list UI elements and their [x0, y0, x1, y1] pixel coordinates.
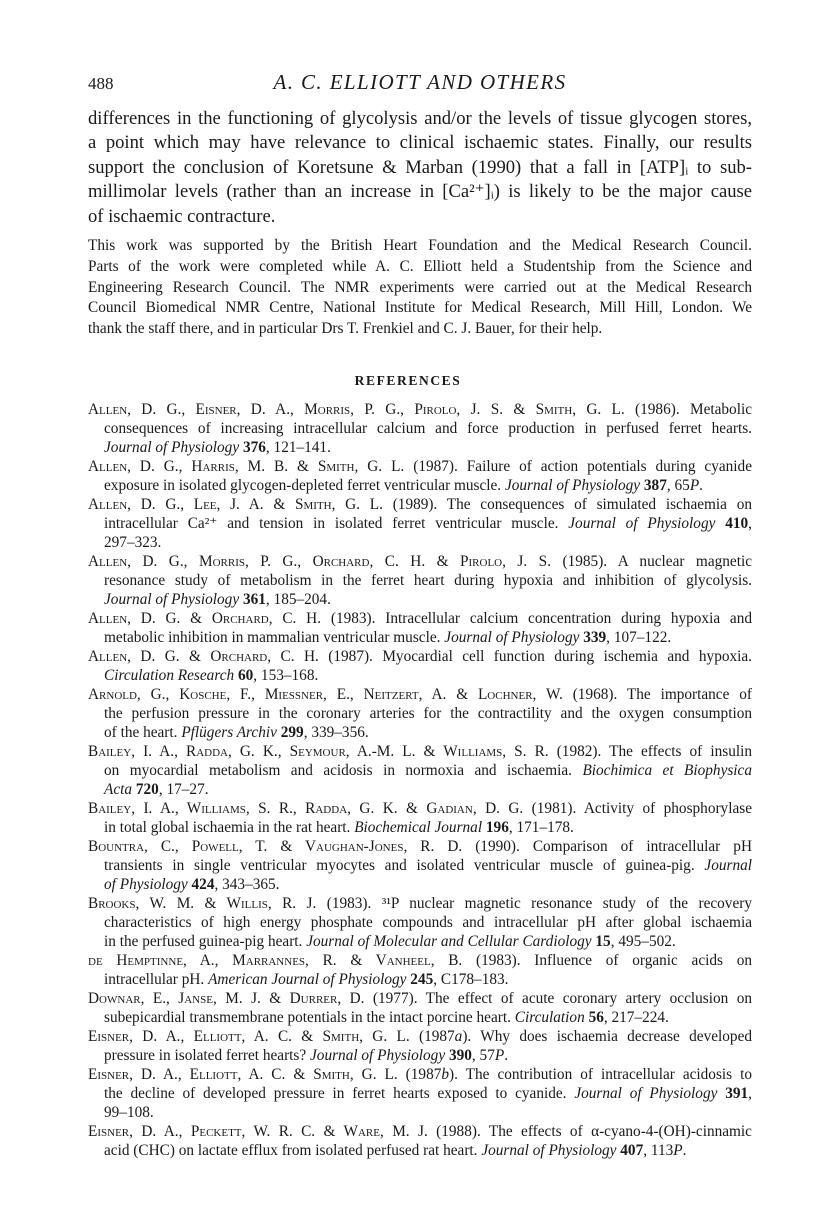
reference-line: [88, 457, 752, 476]
reference-text: 407: [620, 1142, 644, 1160]
references-heading: REFERENCES: [354, 373, 462, 388]
ack-line: Council Biomedical NMR Centre, National Institute for Medical Research, Mill Hill, London. We: [88, 299, 752, 317]
reference-text: , 343–365.: [214, 876, 280, 894]
reference-text: on myocardial metabolism and acidosis in normoxia and ischaemia.: [104, 762, 583, 780]
reference-text: Circulation Research: [104, 667, 235, 685]
reference-line: [88, 590, 752, 609]
acknowledgements-paragraph: [88, 236, 752, 340]
reference-line: [88, 989, 752, 1008]
reference-text: Journal of Physiology: [104, 439, 240, 457]
reference-line: [88, 533, 752, 552]
reference-text: intracellular pH.: [104, 971, 209, 989]
reference-line: [88, 628, 752, 647]
reference-line: [88, 1122, 752, 1141]
reference-line: [88, 932, 752, 951]
reference-text: (1987: [397, 1066, 442, 1083]
reference-text: consequences of increasing intracellular calcium and force production in perfused ferret hearts.: [104, 420, 752, 438]
reference-entry: [88, 400, 752, 457]
reference-line: [88, 799, 752, 818]
reference-text: (1983). ³¹P nuclear magnetic resonance study of the recovery: [316, 895, 752, 912]
page-number: 488: [88, 74, 114, 93]
reference-line: [88, 666, 752, 685]
reference-line: [88, 780, 752, 799]
reference-entry: [88, 1122, 752, 1160]
reference-text: , 171–178.: [508, 819, 574, 837]
reference-text: American Journal of Physiology: [208, 971, 407, 989]
reference-text: 376: [242, 439, 266, 457]
reference-line: [88, 1065, 752, 1084]
reference-line: [88, 609, 752, 628]
reference-entry: [88, 1065, 752, 1122]
reference-text: the perfusion pressure in the coronary arteries for the contractility and the oxygen consumption: [104, 705, 752, 723]
reference-text: Journal of Physiology: [444, 629, 580, 647]
reference-text: Journal: [704, 857, 752, 875]
reference-text: pressure in isolated ferret hearts?: [104, 1047, 310, 1065]
reference-line: [88, 514, 752, 533]
reference-text: Journal of Physiology: [104, 591, 240, 609]
reference-entry: [88, 457, 752, 495]
reference-text: ,: [748, 1085, 752, 1103]
reference-entry: [88, 989, 752, 1027]
reference-text: Biochimica et Biophysica: [582, 762, 752, 780]
reference-line: [88, 837, 752, 856]
reference-text: de Hemptinne, A., Marrannes, R. & Vanheel, B.: [88, 952, 463, 969]
reference-text: Downar, E., Janse, M. J. & Durrer, D.: [88, 990, 365, 1007]
reference-text: (1983). Intracellular calcium concentration during hypoxia and: [321, 610, 753, 627]
reference-line: [88, 1103, 752, 1122]
reference-text: resonance study of metabolism in the ferret heart during hypoxia and inhibition of glycolysis.: [104, 572, 752, 590]
reference-text: metabolic inhibition in mammalian ventricular muscle.: [104, 629, 445, 647]
reference-text: , 57: [471, 1047, 495, 1065]
reference-text: , 113: [643, 1142, 674, 1160]
reference-text: Allen, D. G. & Orchard, C. H.: [88, 648, 319, 665]
reference-line: [88, 647, 752, 666]
reference-text: Journal of Molecular and Cellular Cardiology: [306, 933, 592, 951]
ack-line: Parts of the work were completed while A. C. Elliott held a Studentship from the Science and: [88, 257, 752, 275]
reference-text: [715, 515, 725, 532]
reference-text: subepicardial transmembrane potentials in the intact porcine heart.: [104, 1009, 515, 1027]
reference-text: ,: [748, 515, 752, 533]
reference-text: (1968). The importance of: [562, 686, 752, 703]
reference-text: (1985). A nuclear magnetic: [551, 553, 752, 570]
reference-line: [88, 1008, 752, 1027]
reference-line: [88, 571, 752, 590]
body-line: support the conclusion of Koretsune & Marban (1990) that a fall in [ATP]ᵢ to sub-: [88, 156, 752, 178]
reference-text: Journal of Physiology: [574, 1085, 718, 1103]
reference-text: Allen, D. G., Morris, P. G., Orchard, C. H. & Pirolo, J. S.: [88, 553, 552, 570]
reference-text: .: [504, 1047, 509, 1065]
reference-text: 391: [725, 1085, 749, 1103]
body-line: of ischaemic contracture.: [88, 205, 276, 227]
reference-text: , 17–27.: [158, 781, 209, 799]
reference-line: [88, 894, 752, 913]
reference-text: 297–323.: [104, 534, 162, 552]
reference-text: 424: [191, 876, 215, 894]
reference-line: [88, 970, 752, 989]
reference-text: Allen, D. G., Harris, M. B. & Smith, G. L.: [88, 458, 405, 475]
reference-text: P: [689, 477, 700, 495]
reference-text: Journal of Physiology: [310, 1047, 446, 1065]
reference-line: [88, 951, 752, 970]
reference-entry: [88, 799, 752, 837]
reference-text: (1981). Activity of phosphorylase: [523, 800, 752, 817]
ack-line: thank the staff there, and in particular Drs T. Frenkiel and C. J. Bauer, for their help.: [88, 320, 603, 338]
reference-text: Allen, D. G., Lee, J. A. & Smith, G. L.: [88, 496, 383, 513]
reference-text: (1987). Failure of action potentials during cyanide: [404, 458, 752, 475]
reference-line: [88, 742, 752, 761]
reference-entry: [88, 951, 752, 989]
reference-line: [88, 1084, 752, 1103]
reference-text: , C178–183.: [433, 971, 509, 989]
reference-text: 390: [448, 1047, 472, 1065]
reference-text: Arnold, G., Kosche, F., Miessner, E., Neitzert, A. & Lochner, W.: [88, 686, 563, 703]
reference-text: , 185–204.: [265, 591, 331, 609]
reference-text: 56: [588, 1009, 604, 1027]
reference-entry: [88, 742, 752, 799]
reference-text: Biochemical Journal: [354, 819, 483, 837]
reference-entry: [88, 647, 752, 685]
body-paragraph: [88, 107, 752, 229]
reference-text: Pflügers Archiv: [181, 724, 277, 742]
reference-text: the decline of developed pressure in ferret hearts exposed to cyanide.: [104, 1085, 575, 1103]
reference-line: [88, 438, 752, 457]
reference-text: P: [494, 1047, 505, 1065]
reference-text: (1987: [409, 1028, 455, 1045]
reference-text: Eisner, D. A., Peckett, W. R. C. & Ware, M. J.: [88, 1123, 428, 1140]
reference-text: , 217–224.: [603, 1009, 669, 1027]
reference-text: 410: [725, 515, 749, 533]
reference-text: (1989). The consequences of simulated ischaemia on: [382, 496, 753, 513]
reference-entry: [88, 685, 752, 742]
reference-text: 15: [595, 933, 611, 951]
reference-text: ). The contribution of intracellular acidosis to: [449, 1066, 752, 1083]
reference-text: 339: [583, 629, 607, 647]
reference-text: (1988). The effects of α-cyano-4-(OH)-cinnamic: [427, 1123, 752, 1140]
reference-text: exposure in isolated glycogen-depleted ferret ventricular muscle.: [104, 477, 505, 495]
reference-text: Allen, D. G., Eisner, D. A., Morris, P. G., Pirolo, J. S. & Smith, G. L.: [88, 401, 625, 418]
reference-text: P: [673, 1142, 683, 1160]
reference-text: 99–108.: [104, 1104, 154, 1122]
reference-text: a: [454, 1028, 463, 1045]
reference-text: , 495–502.: [610, 933, 676, 951]
reference-line: [88, 723, 752, 742]
reference-line: [88, 476, 752, 495]
reference-text: ). Why does ischaemia decrease developed: [462, 1028, 753, 1045]
reference-text: 361: [242, 591, 266, 609]
reference-line: [88, 856, 752, 875]
reference-text: , 121–141.: [265, 439, 331, 457]
reference-text: in total global ischaemia in the rat heart.: [104, 819, 355, 837]
reference-entry: [88, 495, 752, 552]
reference-text: Bailey, I. A., Radda, G. K., Seymour, A.-M. L. & Williams, S. R.: [88, 743, 549, 760]
reference-text: 196: [485, 819, 509, 837]
page-header: [88, 70, 752, 98]
body-line: a point which may have relevance to clinical ischaemic states. Finally, our results: [88, 132, 752, 154]
reference-text: of Physiology: [104, 876, 188, 894]
reference-text: Acta: [104, 781, 133, 799]
running-head: A. C. ELLIOTT AND OTHERS: [273, 70, 567, 94]
reference-entry: [88, 552, 752, 609]
reference-text: b: [441, 1066, 450, 1083]
reference-text: characteristics of high energy phosphate compounds and intracellular pH after global ischaemia: [104, 914, 752, 932]
reference-text: .: [699, 477, 703, 495]
reference-entry: [88, 1027, 752, 1065]
reference-text: Circulation: [514, 1009, 585, 1027]
reference-text: , 153–168.: [253, 667, 319, 685]
reference-text: (1977). The effect of acute coronary artery occlusion on: [364, 990, 752, 1007]
reference-line: [88, 704, 752, 723]
reference-entry: [88, 837, 752, 894]
reference-text: Journal of Physiology: [481, 1142, 617, 1160]
reference-text: , 65: [666, 477, 690, 495]
reference-line: [88, 552, 752, 571]
reference-text: 387: [643, 477, 667, 495]
reference-text: Journal of Physiology: [568, 515, 716, 533]
reference-entry: [88, 609, 752, 647]
ack-line: Engineering Research Council. The NMR experiments were carried out at the Medical Research: [88, 278, 752, 296]
reference-text: , 339–356.: [303, 724, 369, 742]
reference-line: [88, 913, 752, 932]
reference-line: [88, 818, 752, 837]
reference-line: [88, 495, 752, 514]
body-line: differences in the functioning of glycolysis and/or the levels of tissue glycogen stores,: [88, 108, 752, 129]
reference-text: Brooks, W. M. & Willis, R. J.: [88, 895, 317, 912]
reference-text: Bountra, C., Powell, T. & Vaughan-Jones, R. D.: [88, 838, 463, 855]
reference-text: 299: [280, 724, 304, 742]
reference-line: [88, 419, 752, 438]
reference-text: 60: [237, 667, 254, 685]
ack-line: This work was supported by the British Heart Foundation and the Medical Research Council.: [88, 237, 752, 254]
reference-line: [88, 1027, 752, 1046]
reference-text: Eisner, D. A., Elliott, A. C. & Smith, G. L.: [88, 1028, 410, 1045]
reference-line: [88, 1046, 752, 1065]
reference-line: [88, 400, 752, 419]
reference-text: Eisner, D. A., Elliott, A. C. & Smith, G. L.: [88, 1066, 398, 1083]
body-line: millimolar levels (rather than an increase in [Ca²⁺]ᵢ) is likely to be the major cause: [88, 181, 752, 203]
reference-text: (1990). Comparison of intracellular pH: [462, 838, 752, 855]
reference-text: transients in single ventricular myocytes and isolated ventricular muscle of guinea-pig.: [104, 857, 705, 875]
reference-text: Bailey, I. A., Williams, S. R., Radda, G. K. & Gadian, D. G.: [88, 800, 524, 817]
reference-line: [88, 1141, 752, 1160]
reference-text: acid (CHC) on lactate efflux from isolated perfused rat heart.: [104, 1142, 482, 1160]
reference-text: in the perfused guinea-pig heart.: [104, 933, 307, 951]
reference-text: Journal of Physiology: [504, 477, 641, 495]
reference-text: of the heart.: [104, 724, 182, 742]
reference-text: (1983). Influence of organic acids on: [462, 952, 752, 969]
reference-line: [88, 761, 752, 780]
reference-text: (1982). The effects of insulin: [548, 743, 752, 760]
reference-line: [88, 685, 752, 704]
reference-line: [88, 875, 752, 894]
reference-text: 245: [410, 971, 434, 989]
reference-text: 720: [135, 781, 159, 799]
reference-text: , 107–122.: [606, 629, 672, 647]
reference-text: .: [682, 1142, 687, 1160]
reference-text: intracellular Ca²⁺ and tension in isolated ferret ventricular muscle.: [104, 515, 569, 533]
reference-text: Allen, D. G. & Orchard, C. H.: [88, 610, 322, 627]
reference-text: (1987). Myocardial cell function during ischemia and hypoxia.: [318, 648, 752, 665]
reference-entry: [88, 894, 752, 951]
reference-text: (1986). Metabolic: [624, 401, 752, 418]
